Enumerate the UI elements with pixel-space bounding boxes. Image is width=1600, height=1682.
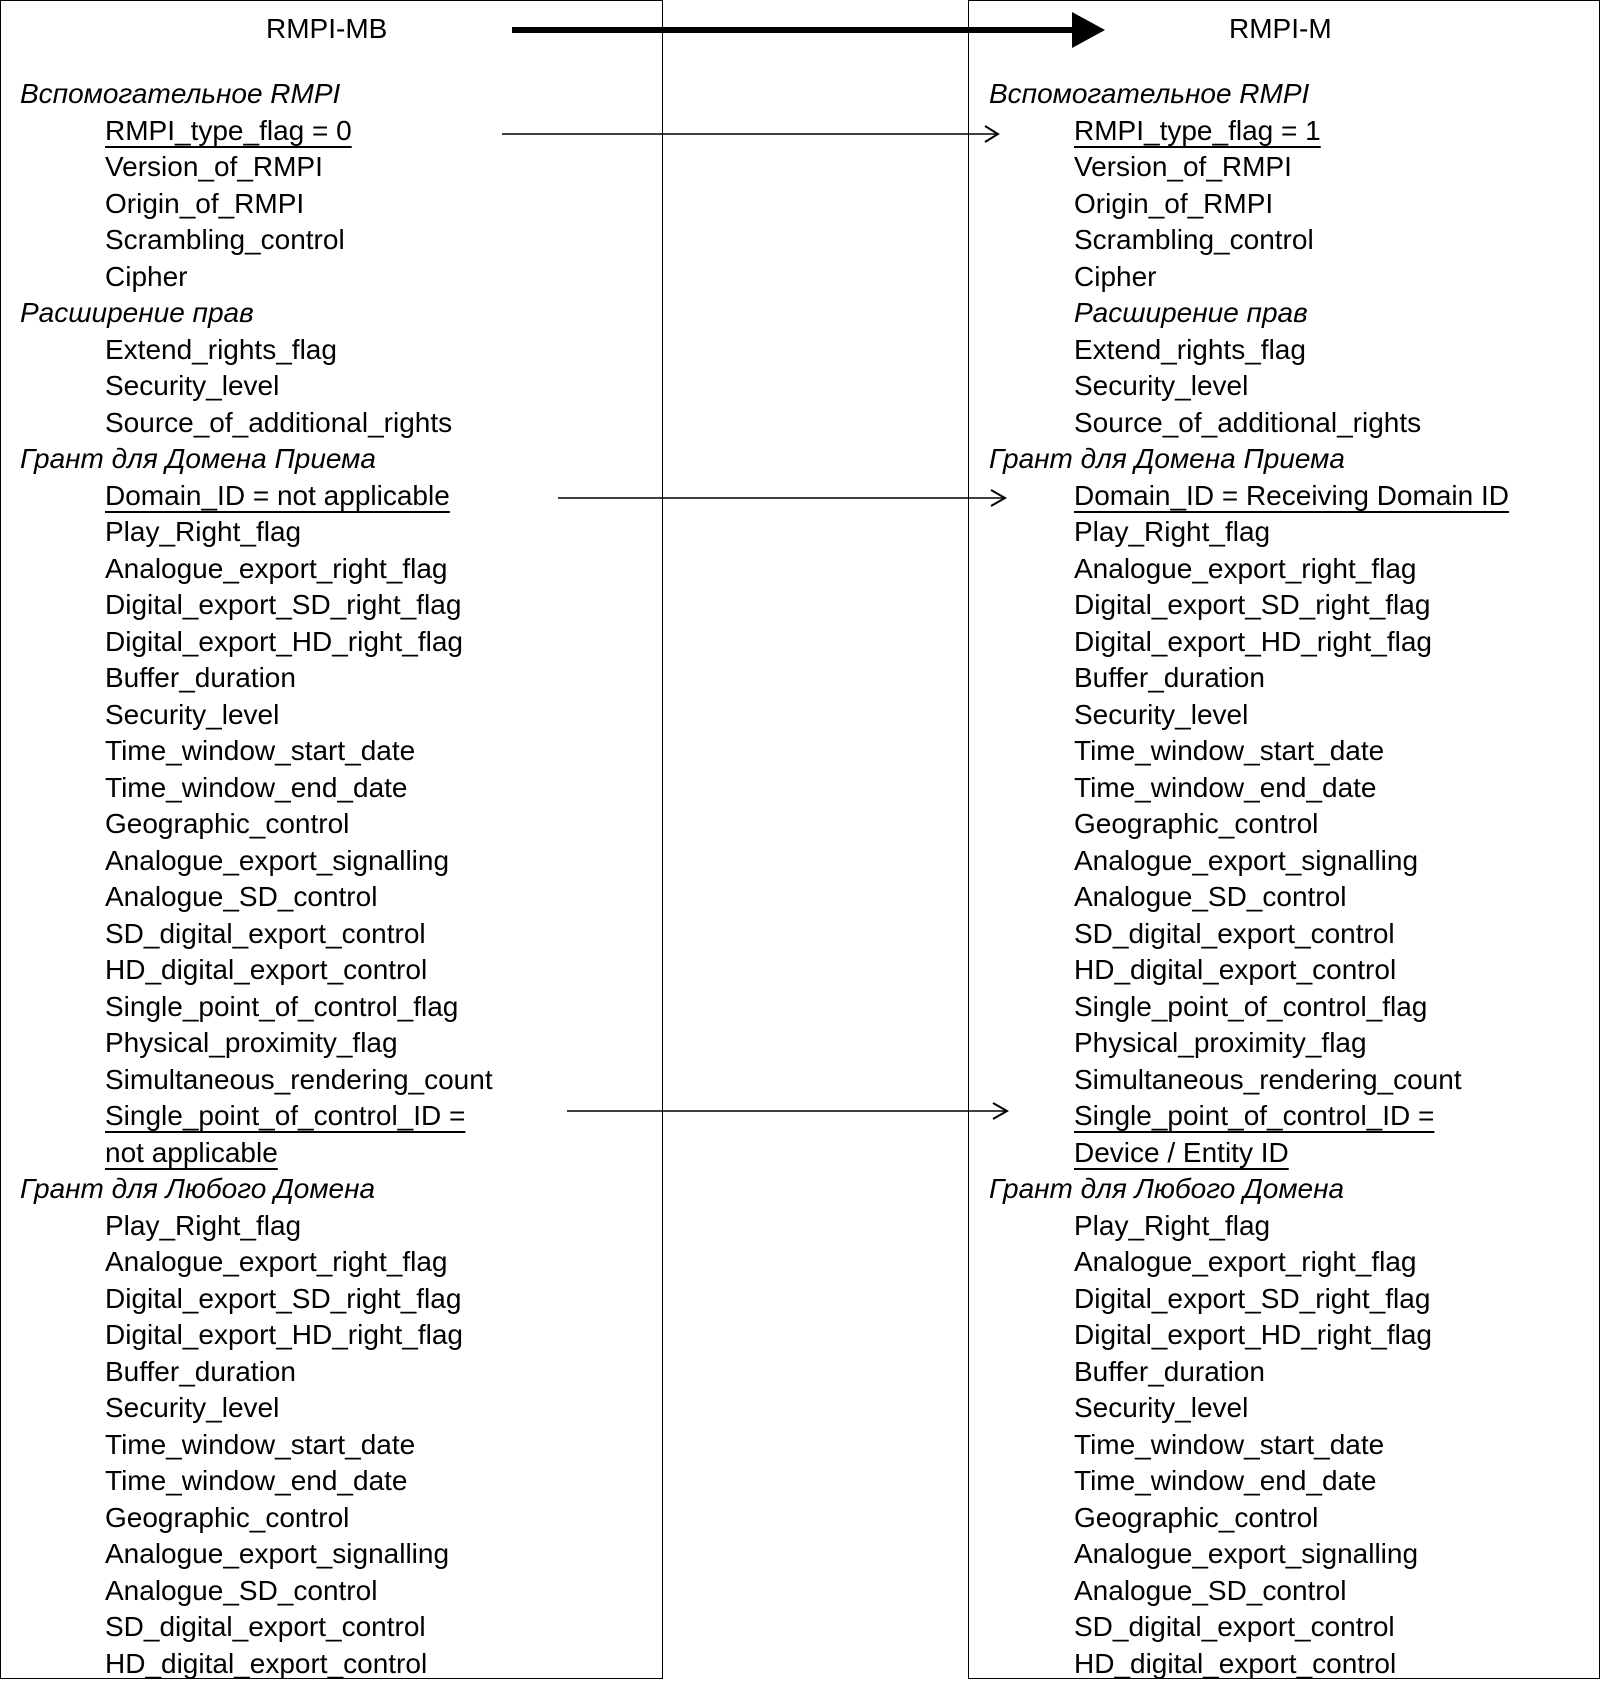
item-text: Time_window_end_date <box>1074 1465 1377 1496</box>
item-text: Security_level <box>1074 1392 1248 1423</box>
item-text: Domain_ID = not applicable <box>105 480 450 511</box>
item-text: Geographic_control <box>1074 1502 1318 1533</box>
right-panel-title: RMPI-M <box>1229 14 1332 44</box>
item-text: Domain_ID = Receiving Domain ID <box>1074 480 1509 511</box>
item-text: Digital_export_HD_right_flag <box>105 626 463 657</box>
item-text: Origin_of_RMPI <box>105 188 304 219</box>
main-transform-arrowhead <box>1072 12 1105 48</box>
item-text: HD_digital_export_control <box>1074 1648 1396 1679</box>
item-text: Play_Right_flag <box>105 1210 301 1241</box>
item-text: Security_level <box>1074 370 1248 401</box>
item-text: Cipher <box>105 261 187 292</box>
item-text: Buffer_duration <box>1074 662 1265 693</box>
item-text: Single_point_of_control_ID = <box>105 1100 465 1131</box>
item-text: Buffer_duration <box>105 662 296 693</box>
item-text: Analogue_export_signalling <box>105 845 449 876</box>
item-text: Device / Entity ID <box>1074 1137 1289 1168</box>
item-text: Play_Right_flag <box>105 516 301 547</box>
item-text: Digital_export_SD_right_flag <box>105 1283 461 1314</box>
item-text: Digital_export_SD_right_flag <box>1074 589 1430 620</box>
item-text: Digital_export_HD_right_flag <box>1074 626 1432 657</box>
item-text: Security_level <box>105 699 279 730</box>
item-text: Physical_proximity_flag <box>1074 1027 1367 1058</box>
item-text: Вспомогательное RMPI <box>989 78 1309 109</box>
item-text: Buffer_duration <box>105 1356 296 1387</box>
item-text: Geographic_control <box>105 1502 349 1533</box>
item-text: Analogue_export_signalling <box>1074 845 1418 876</box>
item-text: Analogue_SD_control <box>1074 1575 1346 1606</box>
item-text: Physical_proximity_flag <box>105 1027 398 1058</box>
item-text: Analogue_export_right_flag <box>105 1246 447 1277</box>
item-text: Version_of_RMPI <box>1074 151 1292 182</box>
item-text: HD_digital_export_control <box>105 954 427 985</box>
item-text: SD_digital_export_control <box>105 918 426 949</box>
item-text: RMPI_type_flag = 1 <box>1074 115 1321 146</box>
item-text: Time_window_start_date <box>1074 735 1384 766</box>
item-text: Time_window_end_date <box>105 772 408 803</box>
item-text: Грант для Домена Приема <box>989 443 1345 474</box>
item-text: Analogue_export_right_flag <box>1074 1246 1416 1277</box>
item-text: Security_level <box>105 370 279 401</box>
item-text: Simultaneous_rendering_count <box>1074 1064 1462 1095</box>
item-text: Scrambling_control <box>1074 224 1314 255</box>
item-text: Source_of_additional_rights <box>105 407 452 438</box>
item-text: Грант для Домена Приема <box>20 443 376 474</box>
item-text: Geographic_control <box>105 808 349 839</box>
item-text: Time_window_end_date <box>105 1465 408 1496</box>
item-text: Грант для Любого Домена <box>20 1173 375 1204</box>
item-text: HD_digital_export_control <box>1074 954 1396 985</box>
item-text: Single_point_of_control_flag <box>1074 991 1427 1022</box>
item-text: Extend_rights_flag <box>1074 334 1306 365</box>
item-text: Time_window_end_date <box>1074 772 1377 803</box>
item-text: HD_digital_export_control <box>105 1648 427 1679</box>
item-text: Geographic_control <box>1074 808 1318 839</box>
item-text: Time_window_start_date <box>105 735 415 766</box>
item-text: RMPI_type_flag = 0 <box>105 115 352 146</box>
item-text: Analogue_export_signalling <box>105 1538 449 1569</box>
item-text: Грант для Любого Домена <box>989 1173 1344 1204</box>
item-text: Digital_export_SD_right_flag <box>1074 1283 1430 1314</box>
item-text: SD_digital_export_control <box>1074 1611 1395 1642</box>
item-text: Time_window_start_date <box>1074 1429 1384 1460</box>
item-text: Digital_export_SD_right_flag <box>105 589 461 620</box>
item-text: Buffer_duration <box>1074 1356 1265 1387</box>
item-text: Analogue_export_right_flag <box>1074 553 1416 584</box>
item-text: Analogue_export_signalling <box>1074 1538 1418 1569</box>
item-text: not applicable <box>105 1137 278 1168</box>
item-text: Cipher <box>1074 261 1156 292</box>
item-text: SD_digital_export_control <box>105 1611 426 1642</box>
item-text: Simultaneous_rendering_count <box>105 1064 493 1095</box>
item-text: Расширение прав <box>1074 297 1308 328</box>
left-panel-title: RMPI-MB <box>266 14 387 44</box>
item-text: Security_level <box>105 1392 279 1423</box>
item-text: Analogue_SD_control <box>105 881 377 912</box>
item-text: Source_of_additional_rights <box>1074 407 1421 438</box>
item-text: Version_of_RMPI <box>105 151 323 182</box>
item-text: Origin_of_RMPI <box>1074 188 1273 219</box>
item-text: Analogue_SD_control <box>1074 881 1346 912</box>
item-text: Single_point_of_control_flag <box>105 991 458 1022</box>
item-text: Analogue_export_right_flag <box>105 553 447 584</box>
item-text: Single_point_of_control_ID = <box>1074 1100 1434 1131</box>
item-text: Time_window_start_date <box>105 1429 415 1460</box>
item-text: Play_Right_flag <box>1074 1210 1270 1241</box>
item-text: Расширение прав <box>20 297 254 328</box>
item-text: Вспомогательное RMPI <box>20 78 340 109</box>
item-text: Digital_export_HD_right_flag <box>105 1319 463 1350</box>
item-text: Analogue_SD_control <box>105 1575 377 1606</box>
item-text: Digital_export_HD_right_flag <box>1074 1319 1432 1350</box>
item-text: Security_level <box>1074 699 1248 730</box>
item-text: SD_digital_export_control <box>1074 918 1395 949</box>
item-text: Extend_rights_flag <box>105 334 337 365</box>
item-text: Scrambling_control <box>105 224 345 255</box>
item-text: Play_Right_flag <box>1074 516 1270 547</box>
